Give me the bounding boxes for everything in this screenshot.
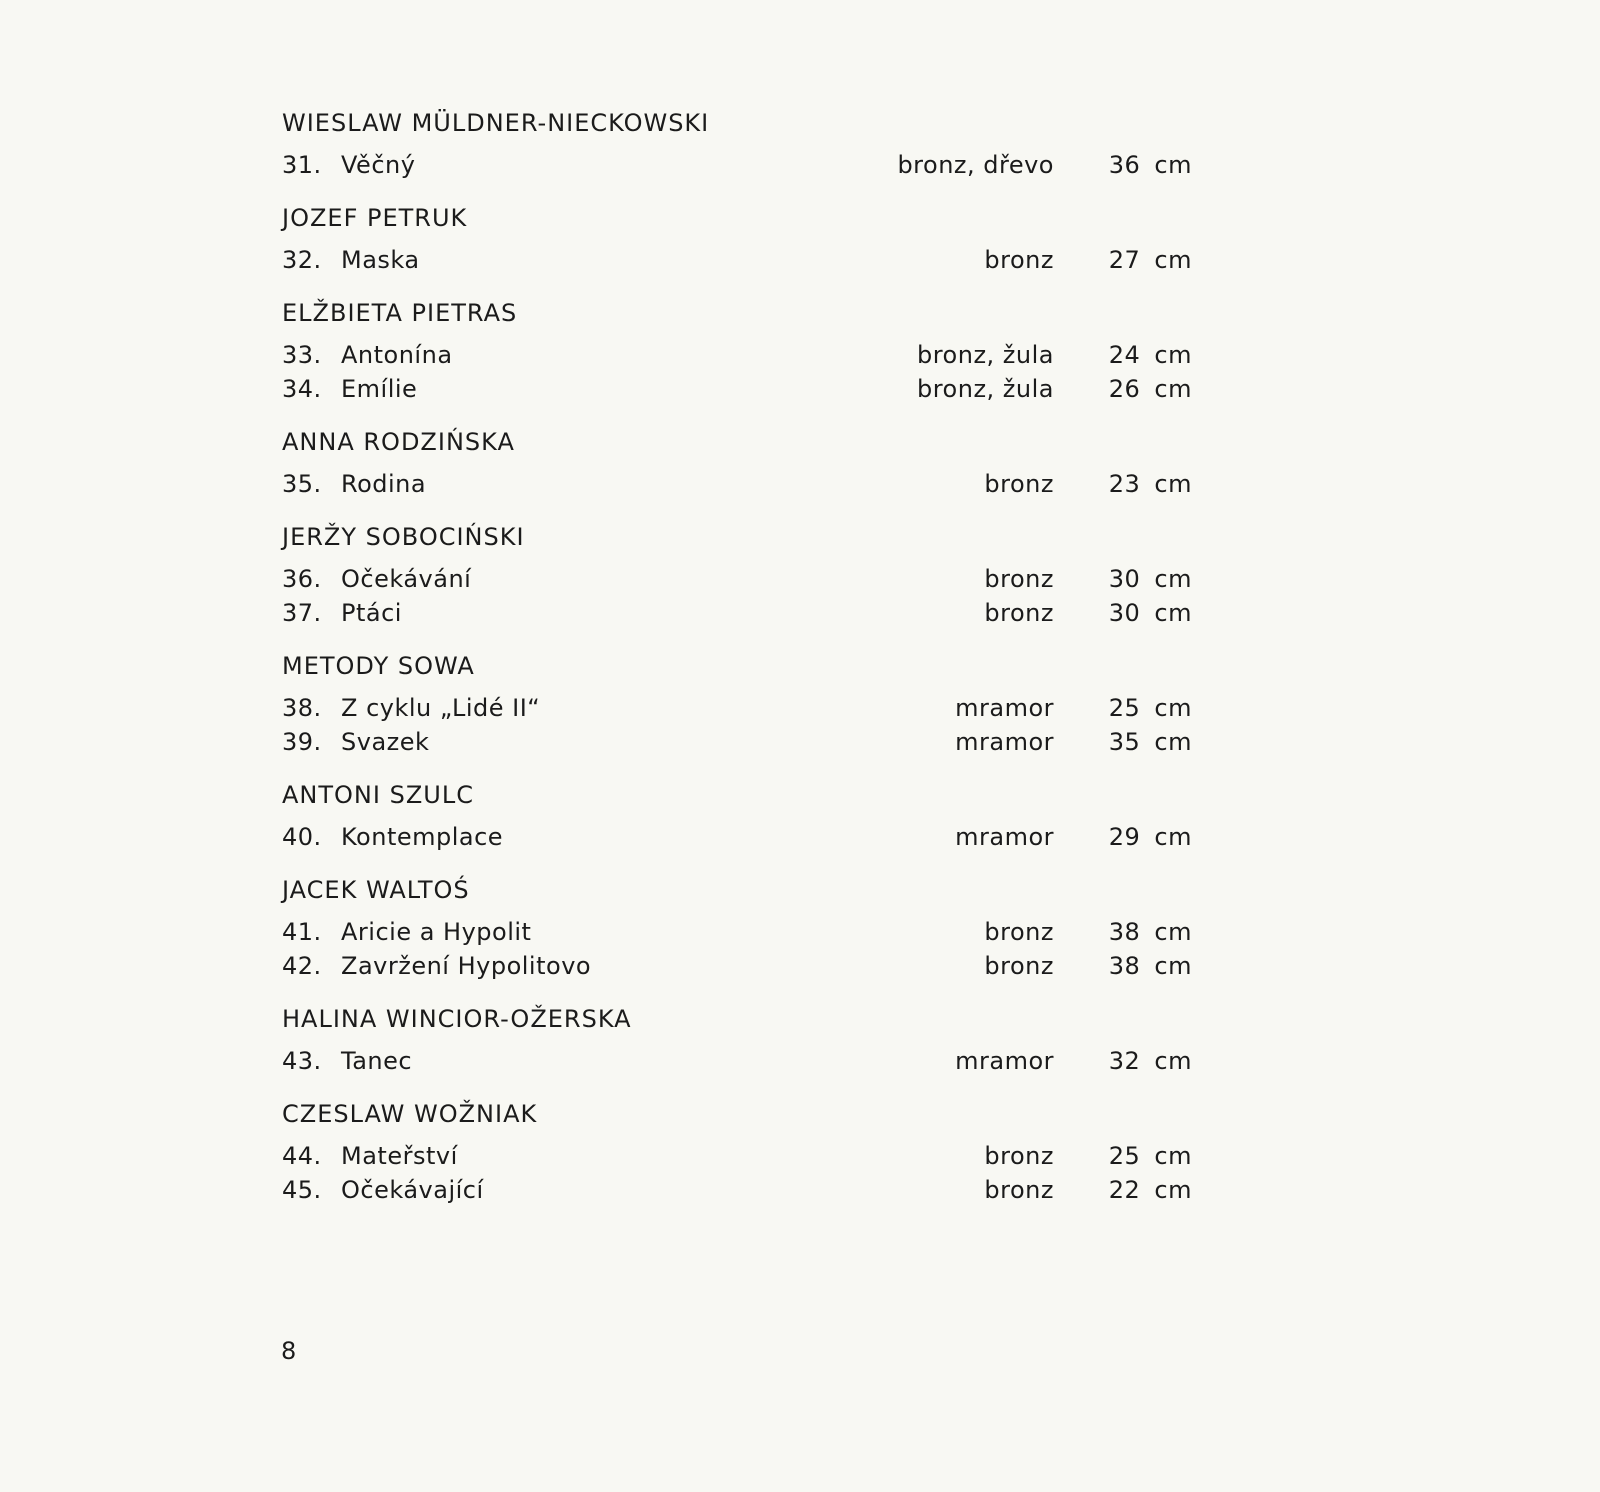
artwork-entry xyxy=(282,915,1192,949)
artwork-number: 44. xyxy=(282,1142,322,1170)
artwork-number: 36. xyxy=(282,565,322,593)
artwork-size: 25 cm xyxy=(1108,694,1192,722)
artwork-entry xyxy=(282,691,1192,725)
artwork-material: bronz xyxy=(984,918,1054,946)
artwork-entry xyxy=(282,562,1192,596)
artwork-material: bronz xyxy=(984,952,1054,980)
artwork-number: 35. xyxy=(282,470,322,498)
artwork-size: 29 cm xyxy=(1108,823,1192,851)
artwork-entry xyxy=(282,1139,1192,1173)
artwork-material: bronz xyxy=(984,246,1054,274)
artist-name: ANNA RODZIŃSKA xyxy=(282,428,515,456)
page-number: 8 xyxy=(281,1337,297,1365)
artwork-material: bronz xyxy=(984,565,1054,593)
artwork-size: 35 cm xyxy=(1108,728,1192,756)
artwork-number: 39. xyxy=(282,728,322,756)
artwork-number: 38. xyxy=(282,694,322,722)
artwork-title: Zavržení Hypolitovo xyxy=(341,952,592,980)
artist-name: METODY SOWA xyxy=(282,652,475,680)
artwork-number: 34. xyxy=(282,375,322,403)
artwork-title: Tanec xyxy=(341,1047,413,1075)
artwork-material: bronz xyxy=(984,470,1054,498)
artwork-number: 37. xyxy=(282,599,322,627)
artwork-title: Očekávající xyxy=(341,1176,484,1204)
artwork-size: 24 cm xyxy=(1108,341,1192,369)
artwork-material: mramor xyxy=(955,1047,1054,1075)
artwork-material: bronz xyxy=(984,1176,1054,1204)
artwork-size: 25 cm xyxy=(1108,1142,1192,1170)
artwork-entry xyxy=(282,820,1192,854)
artwork-title: Emílie xyxy=(341,375,418,403)
artwork-title: Antonína xyxy=(341,341,453,369)
artist-name: ANTONI SZULC xyxy=(282,781,474,809)
artwork-number: 41. xyxy=(282,918,322,946)
artwork-title: Kontemplace xyxy=(341,823,504,851)
artwork-title: Očekávání xyxy=(341,565,472,593)
artist-name: JERŽY SOBOCIŃSKI xyxy=(282,523,525,551)
artwork-entry xyxy=(282,338,1192,372)
artwork-entry xyxy=(282,725,1192,759)
artwork-material: bronz, žula xyxy=(916,375,1054,403)
artwork-material: bronz, dřevo xyxy=(897,151,1054,179)
artwork-size: 36 cm xyxy=(1108,151,1192,179)
artwork-entry xyxy=(282,243,1192,277)
artwork-size: 30 cm xyxy=(1108,599,1192,627)
artwork-title: Maska xyxy=(341,246,420,274)
artist-name: WIESLAW MÜLDNER-NIECKOWSKI xyxy=(282,109,710,137)
artwork-entry xyxy=(282,596,1192,630)
artwork-size: 38 cm xyxy=(1108,918,1192,946)
artwork-material: mramor xyxy=(955,728,1054,756)
artwork-size: 22 cm xyxy=(1108,1176,1192,1204)
artwork-list xyxy=(282,108,1192,1207)
artist-name: ELŽBIETA PIETRAS xyxy=(282,299,518,327)
artwork-number: 33. xyxy=(282,341,322,369)
artwork-material: mramor xyxy=(955,694,1054,722)
artwork-title: Aricie a Hypolit xyxy=(341,918,532,946)
artwork-title: Ptáci xyxy=(341,599,402,627)
artwork-title: Mateřství xyxy=(341,1142,458,1170)
artwork-title: Věčný xyxy=(341,151,416,179)
artwork-material: bronz, žula xyxy=(916,341,1054,369)
artwork-title: Z cyklu „Lidé II“ xyxy=(341,694,541,722)
artwork-size: 27 cm xyxy=(1108,246,1192,274)
artist-name: JOZEF PETRUK xyxy=(282,204,468,232)
artwork-size: 32 cm xyxy=(1108,1047,1192,1075)
artwork-size: 26 cm xyxy=(1108,375,1192,403)
artwork-material: mramor xyxy=(955,823,1054,851)
artwork-number: 32. xyxy=(282,246,322,274)
artwork-material: bronz xyxy=(984,599,1054,627)
artwork-number: 45. xyxy=(282,1176,322,1204)
artwork-entry xyxy=(282,1173,1192,1207)
artwork-number: 31. xyxy=(282,151,322,179)
artwork-entry xyxy=(282,949,1192,983)
artwork-title: Rodina xyxy=(341,470,427,498)
artist-name: CZESLAW WOŽNIAK xyxy=(282,1100,538,1128)
artwork-size: 38 cm xyxy=(1108,952,1192,980)
artwork-number: 40. xyxy=(282,823,322,851)
artwork-entry xyxy=(282,467,1192,501)
artwork-size: 23 cm xyxy=(1108,470,1192,498)
artist-name: JACEK WALTOŚ xyxy=(282,876,470,904)
artwork-material: bronz xyxy=(984,1142,1054,1170)
artwork-entry xyxy=(282,1044,1192,1078)
artwork-title: Svazek xyxy=(341,728,430,756)
artwork-size: 30 cm xyxy=(1108,565,1192,593)
artwork-number: 43. xyxy=(282,1047,322,1075)
artwork-number: 42. xyxy=(282,952,322,980)
artwork-entry xyxy=(282,372,1192,406)
artwork-entry xyxy=(282,148,1192,182)
artist-name: HALINA WINCIOR-OŽERSKA xyxy=(282,1005,632,1033)
